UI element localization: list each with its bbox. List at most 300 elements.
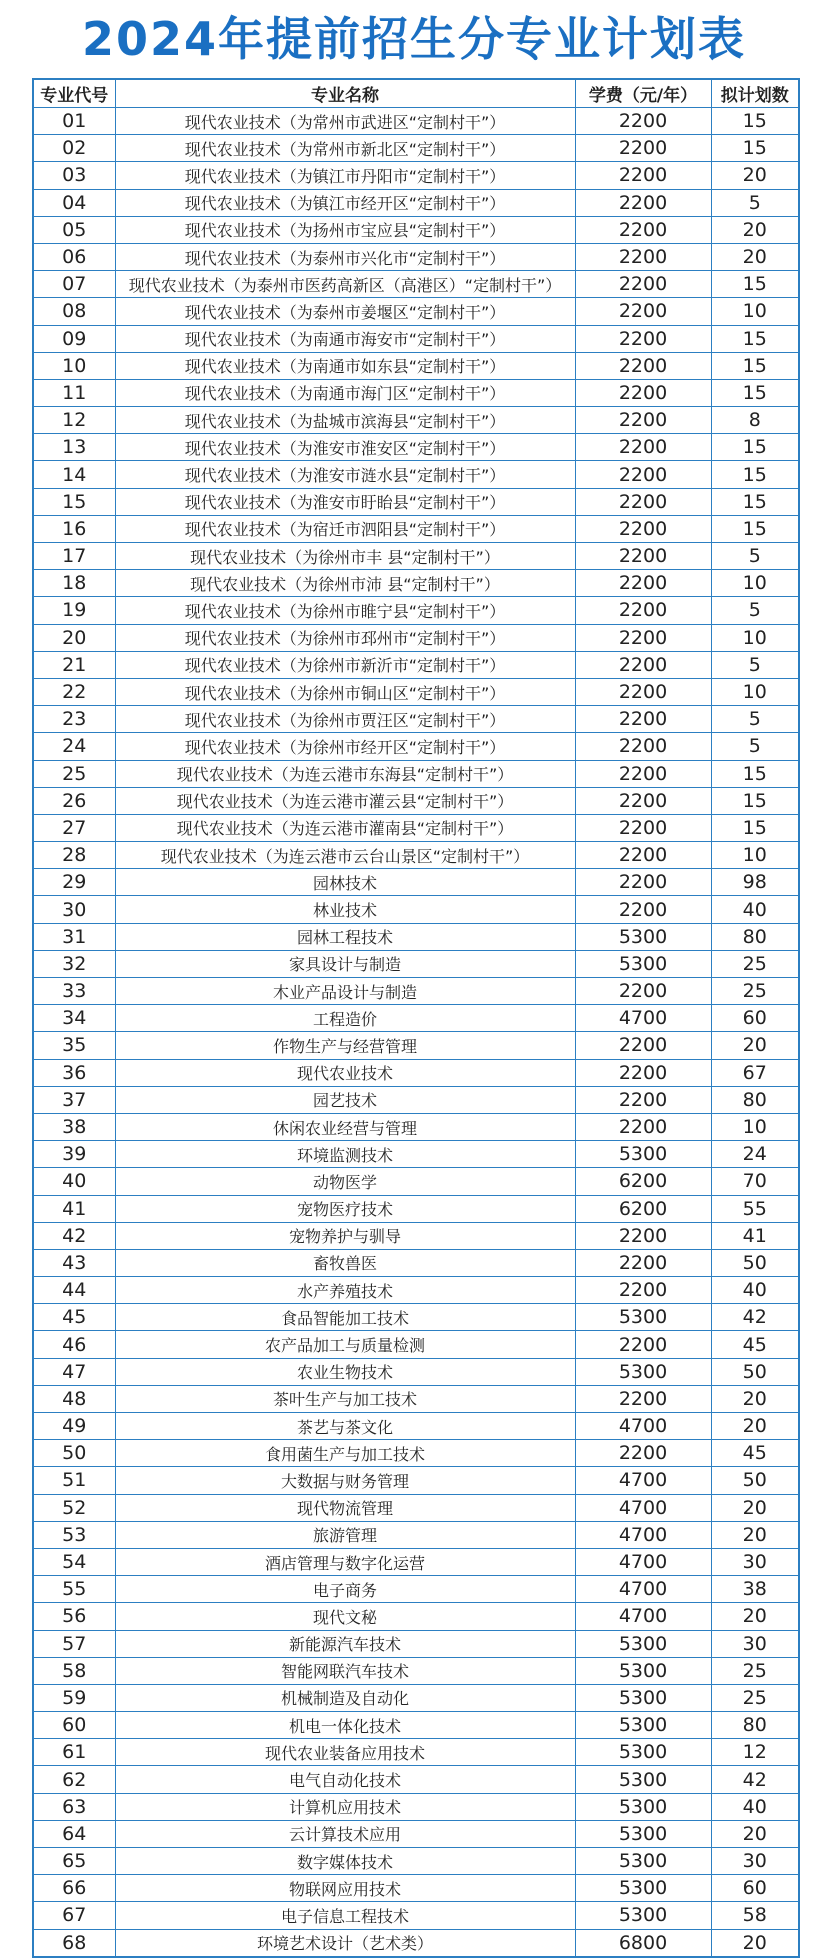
cell-major-name: 现代农业技术（为淮安市涟水县“定制村干”） bbox=[115, 461, 575, 488]
cell-planned-count: 5 bbox=[711, 189, 799, 216]
cell-major-name: 农业生物技术 bbox=[115, 1358, 575, 1385]
header-major-name: 专业名称 bbox=[115, 79, 575, 108]
cell-tuition: 5300 bbox=[575, 1712, 711, 1739]
cell-code: 37 bbox=[33, 1086, 115, 1113]
cell-tuition: 5300 bbox=[575, 1848, 711, 1875]
cell-code: 66 bbox=[33, 1875, 115, 1902]
cell-tuition: 4700 bbox=[575, 1576, 711, 1603]
cell-tuition: 5300 bbox=[575, 1684, 711, 1711]
table-row bbox=[33, 1548, 799, 1575]
cell-tuition: 6200 bbox=[575, 1168, 711, 1195]
table-row bbox=[33, 1113, 799, 1140]
cell-major-name: 作物生产与经营管理 bbox=[115, 1032, 575, 1059]
cell-major-name: 现代农业技术（为泰州市兴化市“定制村干”） bbox=[115, 243, 575, 270]
table-row bbox=[33, 1440, 799, 1467]
table-row bbox=[33, 1739, 799, 1766]
table-row bbox=[33, 108, 799, 135]
cell-tuition: 2200 bbox=[575, 678, 711, 705]
cell-tuition: 2200 bbox=[575, 624, 711, 651]
cell-planned-count: 30 bbox=[711, 1548, 799, 1575]
cell-code: 29 bbox=[33, 869, 115, 896]
cell-code: 20 bbox=[33, 624, 115, 651]
cell-major-name: 现代农业技术（为连云港市灌云县“定制村干”） bbox=[115, 787, 575, 814]
cell-code: 24 bbox=[33, 733, 115, 760]
cell-planned-count: 15 bbox=[711, 488, 799, 515]
cell-planned-count: 25 bbox=[711, 1684, 799, 1711]
cell-code: 42 bbox=[33, 1222, 115, 1249]
cell-major-name: 现代农业技术（为常州市武进区“定制村干”） bbox=[115, 108, 575, 135]
cell-planned-count: 70 bbox=[711, 1168, 799, 1195]
cell-major-name: 宠物养护与驯导 bbox=[115, 1222, 575, 1249]
cell-tuition: 2200 bbox=[575, 298, 711, 325]
cell-planned-count: 80 bbox=[711, 1086, 799, 1113]
table-row bbox=[33, 135, 799, 162]
cell-code: 40 bbox=[33, 1168, 115, 1195]
cell-tuition: 5300 bbox=[575, 1766, 711, 1793]
table-row bbox=[33, 352, 799, 379]
cell-code: 48 bbox=[33, 1385, 115, 1412]
table-row bbox=[33, 1277, 799, 1304]
cell-planned-count: 20 bbox=[711, 1820, 799, 1847]
cell-major-name: 现代农业技术（为淮安市盱眙县“定制村干”） bbox=[115, 488, 575, 515]
cell-planned-count: 20 bbox=[711, 1032, 799, 1059]
cell-major-name: 茶叶生产与加工技术 bbox=[115, 1385, 575, 1412]
cell-tuition: 4700 bbox=[575, 1603, 711, 1630]
table-row bbox=[33, 543, 799, 570]
table-row bbox=[33, 651, 799, 678]
cell-major-name: 现代农业技术（为徐州市铜山区“定制村干”） bbox=[115, 678, 575, 705]
table-row bbox=[33, 1249, 799, 1276]
cell-planned-count: 10 bbox=[711, 298, 799, 325]
cell-major-name: 现代农业技术（为常州市新北区“定制村干”） bbox=[115, 135, 575, 162]
table-row bbox=[33, 1059, 799, 1086]
cell-tuition: 2200 bbox=[575, 651, 711, 678]
cell-planned-count: 5 bbox=[711, 543, 799, 570]
cell-planned-count: 45 bbox=[711, 1440, 799, 1467]
cell-code: 06 bbox=[33, 243, 115, 270]
header-tuition: 学费（元/年） bbox=[575, 79, 711, 108]
table-row bbox=[33, 1630, 799, 1657]
table-row bbox=[33, 1875, 799, 1902]
table-row bbox=[33, 760, 799, 787]
cell-planned-count: 20 bbox=[711, 1413, 799, 1440]
table-row bbox=[33, 1413, 799, 1440]
table-row bbox=[33, 515, 799, 542]
cell-tuition: 5300 bbox=[575, 1304, 711, 1331]
cell-tuition: 2200 bbox=[575, 1032, 711, 1059]
cell-code: 53 bbox=[33, 1521, 115, 1548]
table-row bbox=[33, 1603, 799, 1630]
table-row bbox=[33, 1494, 799, 1521]
cell-tuition: 2200 bbox=[575, 1385, 711, 1412]
cell-tuition: 2200 bbox=[575, 1440, 711, 1467]
cell-tuition: 5300 bbox=[575, 1820, 711, 1847]
cell-tuition: 2200 bbox=[575, 1277, 711, 1304]
cell-major-name: 动物医学 bbox=[115, 1168, 575, 1195]
cell-major-name: 现代农业技术（为徐州市睢宁县“定制村干”） bbox=[115, 597, 575, 624]
cell-planned-count: 80 bbox=[711, 1712, 799, 1739]
enrollment-plan-table bbox=[32, 78, 800, 1958]
cell-code: 36 bbox=[33, 1059, 115, 1086]
table-row bbox=[33, 1141, 799, 1168]
cell-code: 08 bbox=[33, 298, 115, 325]
cell-major-name: 电子信息工程技术 bbox=[115, 1902, 575, 1929]
cell-planned-count: 60 bbox=[711, 1005, 799, 1032]
cell-major-name: 现代农业技术（为南通市如东县“定制村干”） bbox=[115, 352, 575, 379]
table-row bbox=[33, 1467, 799, 1494]
cell-code: 38 bbox=[33, 1113, 115, 1140]
cell-planned-count: 20 bbox=[711, 1603, 799, 1630]
cell-tuition: 2200 bbox=[575, 488, 711, 515]
cell-tuition: 2200 bbox=[575, 706, 711, 733]
table-row bbox=[33, 1766, 799, 1793]
cell-major-name: 木业产品设计与制造 bbox=[115, 978, 575, 1005]
table-row bbox=[33, 1902, 799, 1929]
cell-planned-count: 60 bbox=[711, 1875, 799, 1902]
cell-code: 27 bbox=[33, 814, 115, 841]
table-row bbox=[33, 896, 799, 923]
table-row bbox=[33, 407, 799, 434]
cell-code: 64 bbox=[33, 1820, 115, 1847]
cell-code: 11 bbox=[33, 379, 115, 406]
cell-tuition: 2200 bbox=[575, 1086, 711, 1113]
cell-tuition: 5300 bbox=[575, 1739, 711, 1766]
cell-planned-count: 5 bbox=[711, 706, 799, 733]
cell-tuition: 2200 bbox=[575, 352, 711, 379]
cell-code: 12 bbox=[33, 407, 115, 434]
cell-tuition: 2200 bbox=[575, 1249, 711, 1276]
cell-code: 23 bbox=[33, 706, 115, 733]
table-row bbox=[33, 1793, 799, 1820]
cell-major-name: 现代农业技术（为连云港市灌南县“定制村干”） bbox=[115, 814, 575, 841]
cell-planned-count: 15 bbox=[711, 787, 799, 814]
table-row bbox=[33, 189, 799, 216]
cell-planned-count: 15 bbox=[711, 434, 799, 461]
cell-major-name: 旅游管理 bbox=[115, 1521, 575, 1548]
cell-tuition: 4700 bbox=[575, 1413, 711, 1440]
cell-code: 30 bbox=[33, 896, 115, 923]
cell-planned-count: 58 bbox=[711, 1902, 799, 1929]
cell-major-name: 现代农业技术（为连云港市云台山景区“定制村干”） bbox=[115, 842, 575, 869]
cell-tuition: 2200 bbox=[575, 1222, 711, 1249]
cell-tuition: 4700 bbox=[575, 1548, 711, 1575]
cell-planned-count: 20 bbox=[711, 216, 799, 243]
cell-planned-count: 20 bbox=[711, 1385, 799, 1412]
cell-major-name: 食品智能加工技术 bbox=[115, 1304, 575, 1331]
cell-planned-count: 55 bbox=[711, 1195, 799, 1222]
cell-code: 05 bbox=[33, 216, 115, 243]
cell-code: 49 bbox=[33, 1413, 115, 1440]
cell-planned-count: 20 bbox=[711, 1929, 799, 1957]
table-row bbox=[33, 1168, 799, 1195]
cell-major-name: 食用菌生产与加工技术 bbox=[115, 1440, 575, 1467]
cell-major-name: 工程造价 bbox=[115, 1005, 575, 1032]
cell-tuition: 2200 bbox=[575, 1059, 711, 1086]
cell-code: 65 bbox=[33, 1848, 115, 1875]
table-row bbox=[33, 978, 799, 1005]
header-planned-count: 拟计划数 bbox=[711, 79, 799, 108]
cell-code: 50 bbox=[33, 1440, 115, 1467]
table-row bbox=[33, 434, 799, 461]
cell-tuition: 2200 bbox=[575, 1113, 711, 1140]
cell-major-name: 现代农业技术（为镇江市经开区“定制村干”） bbox=[115, 189, 575, 216]
cell-planned-count: 10 bbox=[711, 1113, 799, 1140]
cell-tuition: 6200 bbox=[575, 1195, 711, 1222]
cell-code: 33 bbox=[33, 978, 115, 1005]
cell-code: 32 bbox=[33, 950, 115, 977]
cell-tuition: 5300 bbox=[575, 1630, 711, 1657]
table-row bbox=[33, 162, 799, 189]
cell-planned-count: 12 bbox=[711, 1739, 799, 1766]
cell-tuition: 2200 bbox=[575, 461, 711, 488]
cell-tuition: 2200 bbox=[575, 787, 711, 814]
cell-code: 14 bbox=[33, 461, 115, 488]
cell-major-name: 现代农业技术（为南通市海安市“定制村干”） bbox=[115, 325, 575, 352]
table-row bbox=[33, 461, 799, 488]
cell-major-name: 环境监测技术 bbox=[115, 1141, 575, 1168]
cell-code: 46 bbox=[33, 1331, 115, 1358]
table-row bbox=[33, 1848, 799, 1875]
cell-code: 56 bbox=[33, 1603, 115, 1630]
cell-code: 31 bbox=[33, 923, 115, 950]
cell-tuition: 4700 bbox=[575, 1467, 711, 1494]
cell-code: 16 bbox=[33, 515, 115, 542]
cell-major-name: 林业技术 bbox=[115, 896, 575, 923]
cell-tuition: 5300 bbox=[575, 1902, 711, 1929]
cell-code: 13 bbox=[33, 434, 115, 461]
cell-code: 41 bbox=[33, 1195, 115, 1222]
cell-major-name: 水产养殖技术 bbox=[115, 1277, 575, 1304]
cell-tuition: 2200 bbox=[575, 597, 711, 624]
cell-planned-count: 20 bbox=[711, 162, 799, 189]
cell-planned-count: 5 bbox=[711, 651, 799, 678]
cell-major-name: 现代农业技术（为扬州市宝应县“定制村干”） bbox=[115, 216, 575, 243]
cell-major-name: 电子商务 bbox=[115, 1576, 575, 1603]
cell-major-name: 畜牧兽医 bbox=[115, 1249, 575, 1276]
table-row bbox=[33, 923, 799, 950]
cell-planned-count: 10 bbox=[711, 678, 799, 705]
cell-major-name: 云计算技术应用 bbox=[115, 1820, 575, 1847]
cell-code: 68 bbox=[33, 1929, 115, 1957]
cell-planned-count: 50 bbox=[711, 1358, 799, 1385]
cell-planned-count: 15 bbox=[711, 515, 799, 542]
cell-major-name: 新能源汽车技术 bbox=[115, 1630, 575, 1657]
table-row bbox=[33, 1712, 799, 1739]
table-row bbox=[33, 1222, 799, 1249]
cell-tuition: 2200 bbox=[575, 216, 711, 243]
cell-code: 63 bbox=[33, 1793, 115, 1820]
table-row bbox=[33, 1820, 799, 1847]
cell-planned-count: 40 bbox=[711, 1277, 799, 1304]
cell-tuition: 5300 bbox=[575, 950, 711, 977]
table-row bbox=[33, 869, 799, 896]
cell-planned-count: 98 bbox=[711, 869, 799, 896]
cell-planned-count: 40 bbox=[711, 1793, 799, 1820]
table-row bbox=[33, 1005, 799, 1032]
cell-planned-count: 15 bbox=[711, 352, 799, 379]
cell-tuition: 4700 bbox=[575, 1521, 711, 1548]
cell-tuition: 5300 bbox=[575, 1358, 711, 1385]
cell-code: 43 bbox=[33, 1249, 115, 1276]
cell-major-name: 现代农业技术（为泰州市姜堰区“定制村干”） bbox=[115, 298, 575, 325]
table-row bbox=[33, 488, 799, 515]
cell-major-name: 现代农业技术（为徐州市丰 县“定制村干”） bbox=[115, 543, 575, 570]
cell-code: 57 bbox=[33, 1630, 115, 1657]
cell-tuition: 2200 bbox=[575, 814, 711, 841]
cell-tuition: 2200 bbox=[575, 434, 711, 461]
table-row bbox=[33, 1304, 799, 1331]
cell-major-name: 现代农业技术（为盐城市滨海县“定制村干”） bbox=[115, 407, 575, 434]
cell-major-name: 茶艺与茶文化 bbox=[115, 1413, 575, 1440]
cell-tuition: 2200 bbox=[575, 1331, 711, 1358]
cell-code: 17 bbox=[33, 543, 115, 570]
cell-major-name: 家具设计与制造 bbox=[115, 950, 575, 977]
table-row bbox=[33, 1521, 799, 1548]
cell-tuition: 2200 bbox=[575, 978, 711, 1005]
cell-tuition: 2200 bbox=[575, 869, 711, 896]
cell-planned-count: 8 bbox=[711, 407, 799, 434]
cell-major-name: 机械制造及自动化 bbox=[115, 1684, 575, 1711]
cell-planned-count: 45 bbox=[711, 1331, 799, 1358]
cell-code: 60 bbox=[33, 1712, 115, 1739]
cell-code: 19 bbox=[33, 597, 115, 624]
cell-code: 07 bbox=[33, 271, 115, 298]
cell-tuition: 2200 bbox=[575, 543, 711, 570]
cell-major-name: 现代农业技术（为连云港市东海县“定制村干”） bbox=[115, 760, 575, 787]
cell-major-name: 园林技术 bbox=[115, 869, 575, 896]
table-row bbox=[33, 1929, 799, 1957]
table-header-row bbox=[33, 79, 799, 108]
cell-planned-count: 15 bbox=[711, 271, 799, 298]
cell-tuition: 2200 bbox=[575, 135, 711, 162]
cell-planned-count: 25 bbox=[711, 950, 799, 977]
cell-tuition: 5300 bbox=[575, 923, 711, 950]
table-row bbox=[33, 787, 799, 814]
cell-code: 21 bbox=[33, 651, 115, 678]
table-row bbox=[33, 950, 799, 977]
cell-tuition: 6800 bbox=[575, 1929, 711, 1957]
cell-major-name: 休闲农业经营与管理 bbox=[115, 1113, 575, 1140]
page-title: 2024年提前招生分专业计划表 bbox=[81, 12, 747, 66]
cell-planned-count: 10 bbox=[711, 624, 799, 651]
cell-tuition: 4700 bbox=[575, 1494, 711, 1521]
table-row bbox=[33, 1032, 799, 1059]
cell-planned-count: 15 bbox=[711, 760, 799, 787]
cell-major-name: 现代农业技术（为南通市海门区“定制村干”） bbox=[115, 379, 575, 406]
cell-code: 25 bbox=[33, 760, 115, 787]
table-row bbox=[33, 842, 799, 869]
table-row bbox=[33, 1657, 799, 1684]
header-code: 专业代号 bbox=[33, 79, 115, 108]
cell-major-name: 大数据与财务管理 bbox=[115, 1467, 575, 1494]
cell-major-name: 园林工程技术 bbox=[115, 923, 575, 950]
cell-planned-count: 15 bbox=[711, 325, 799, 352]
table-row bbox=[33, 1086, 799, 1113]
cell-tuition: 2200 bbox=[575, 733, 711, 760]
table-row bbox=[33, 706, 799, 733]
cell-planned-count: 15 bbox=[711, 108, 799, 135]
cell-planned-count: 15 bbox=[711, 379, 799, 406]
table-row bbox=[33, 1195, 799, 1222]
table-row bbox=[33, 678, 799, 705]
cell-code: 15 bbox=[33, 488, 115, 515]
cell-code: 18 bbox=[33, 570, 115, 597]
cell-code: 54 bbox=[33, 1548, 115, 1575]
table-row bbox=[33, 271, 799, 298]
cell-code: 55 bbox=[33, 1576, 115, 1603]
cell-major-name: 现代农业技术（为宿迁市泗阳县“定制村干”） bbox=[115, 515, 575, 542]
table-body bbox=[33, 108, 799, 1957]
cell-planned-count: 30 bbox=[711, 1848, 799, 1875]
cell-major-name: 现代农业技术（为徐州市邳州市“定制村干”） bbox=[115, 624, 575, 651]
cell-planned-count: 25 bbox=[711, 1657, 799, 1684]
cell-major-name: 现代农业技术（为淮安市淮安区“定制村干”） bbox=[115, 434, 575, 461]
table-row bbox=[33, 1331, 799, 1358]
cell-tuition: 5300 bbox=[575, 1657, 711, 1684]
cell-code: 04 bbox=[33, 189, 115, 216]
cell-tuition: 2200 bbox=[575, 760, 711, 787]
cell-major-name: 现代农业技术（为镇江市丹阳市“定制村干”） bbox=[115, 162, 575, 189]
cell-tuition: 2200 bbox=[575, 896, 711, 923]
cell-code: 58 bbox=[33, 1657, 115, 1684]
cell-major-name: 园艺技术 bbox=[115, 1086, 575, 1113]
cell-planned-count: 5 bbox=[711, 733, 799, 760]
cell-code: 45 bbox=[33, 1304, 115, 1331]
cell-major-name: 现代农业技术 bbox=[115, 1059, 575, 1086]
cell-planned-count: 80 bbox=[711, 923, 799, 950]
cell-code: 59 bbox=[33, 1684, 115, 1711]
cell-major-name: 现代农业技术（为泰州市医药高新区（高港区）“定制村干”） bbox=[115, 271, 575, 298]
cell-tuition: 2200 bbox=[575, 108, 711, 135]
cell-major-name: 现代文秘 bbox=[115, 1603, 575, 1630]
cell-major-name: 酒店管理与数字化运营 bbox=[115, 1548, 575, 1575]
cell-tuition: 2200 bbox=[575, 515, 711, 542]
cell-major-name: 现代农业技术（为徐州市经开区“定制村干”） bbox=[115, 733, 575, 760]
cell-tuition: 2200 bbox=[575, 379, 711, 406]
cell-planned-count: 24 bbox=[711, 1141, 799, 1168]
cell-tuition: 2200 bbox=[575, 325, 711, 352]
cell-planned-count: 67 bbox=[711, 1059, 799, 1086]
cell-tuition: 5300 bbox=[575, 1875, 711, 1902]
table-row bbox=[33, 570, 799, 597]
table-row bbox=[33, 624, 799, 651]
cell-major-name: 环境艺术设计（艺术类） bbox=[115, 1929, 575, 1957]
cell-tuition: 2200 bbox=[575, 271, 711, 298]
cell-code: 39 bbox=[33, 1141, 115, 1168]
cell-code: 51 bbox=[33, 1467, 115, 1494]
cell-planned-count: 20 bbox=[711, 243, 799, 270]
table-row bbox=[33, 1385, 799, 1412]
table-row bbox=[33, 243, 799, 270]
cell-major-name: 现代物流管理 bbox=[115, 1494, 575, 1521]
cell-code: 47 bbox=[33, 1358, 115, 1385]
cell-planned-count: 25 bbox=[711, 978, 799, 1005]
cell-code: 26 bbox=[33, 787, 115, 814]
cell-planned-count: 42 bbox=[711, 1766, 799, 1793]
cell-tuition: 2200 bbox=[575, 407, 711, 434]
cell-planned-count: 38 bbox=[711, 1576, 799, 1603]
cell-tuition: 5300 bbox=[575, 1793, 711, 1820]
cell-major-name: 宠物医疗技术 bbox=[115, 1195, 575, 1222]
cell-major-name: 数字媒体技术 bbox=[115, 1848, 575, 1875]
table-row bbox=[33, 1576, 799, 1603]
cell-planned-count: 15 bbox=[711, 135, 799, 162]
cell-planned-count: 15 bbox=[711, 814, 799, 841]
cell-tuition: 2200 bbox=[575, 189, 711, 216]
cell-tuition: 2200 bbox=[575, 243, 711, 270]
table-row bbox=[33, 814, 799, 841]
cell-code: 52 bbox=[33, 1494, 115, 1521]
